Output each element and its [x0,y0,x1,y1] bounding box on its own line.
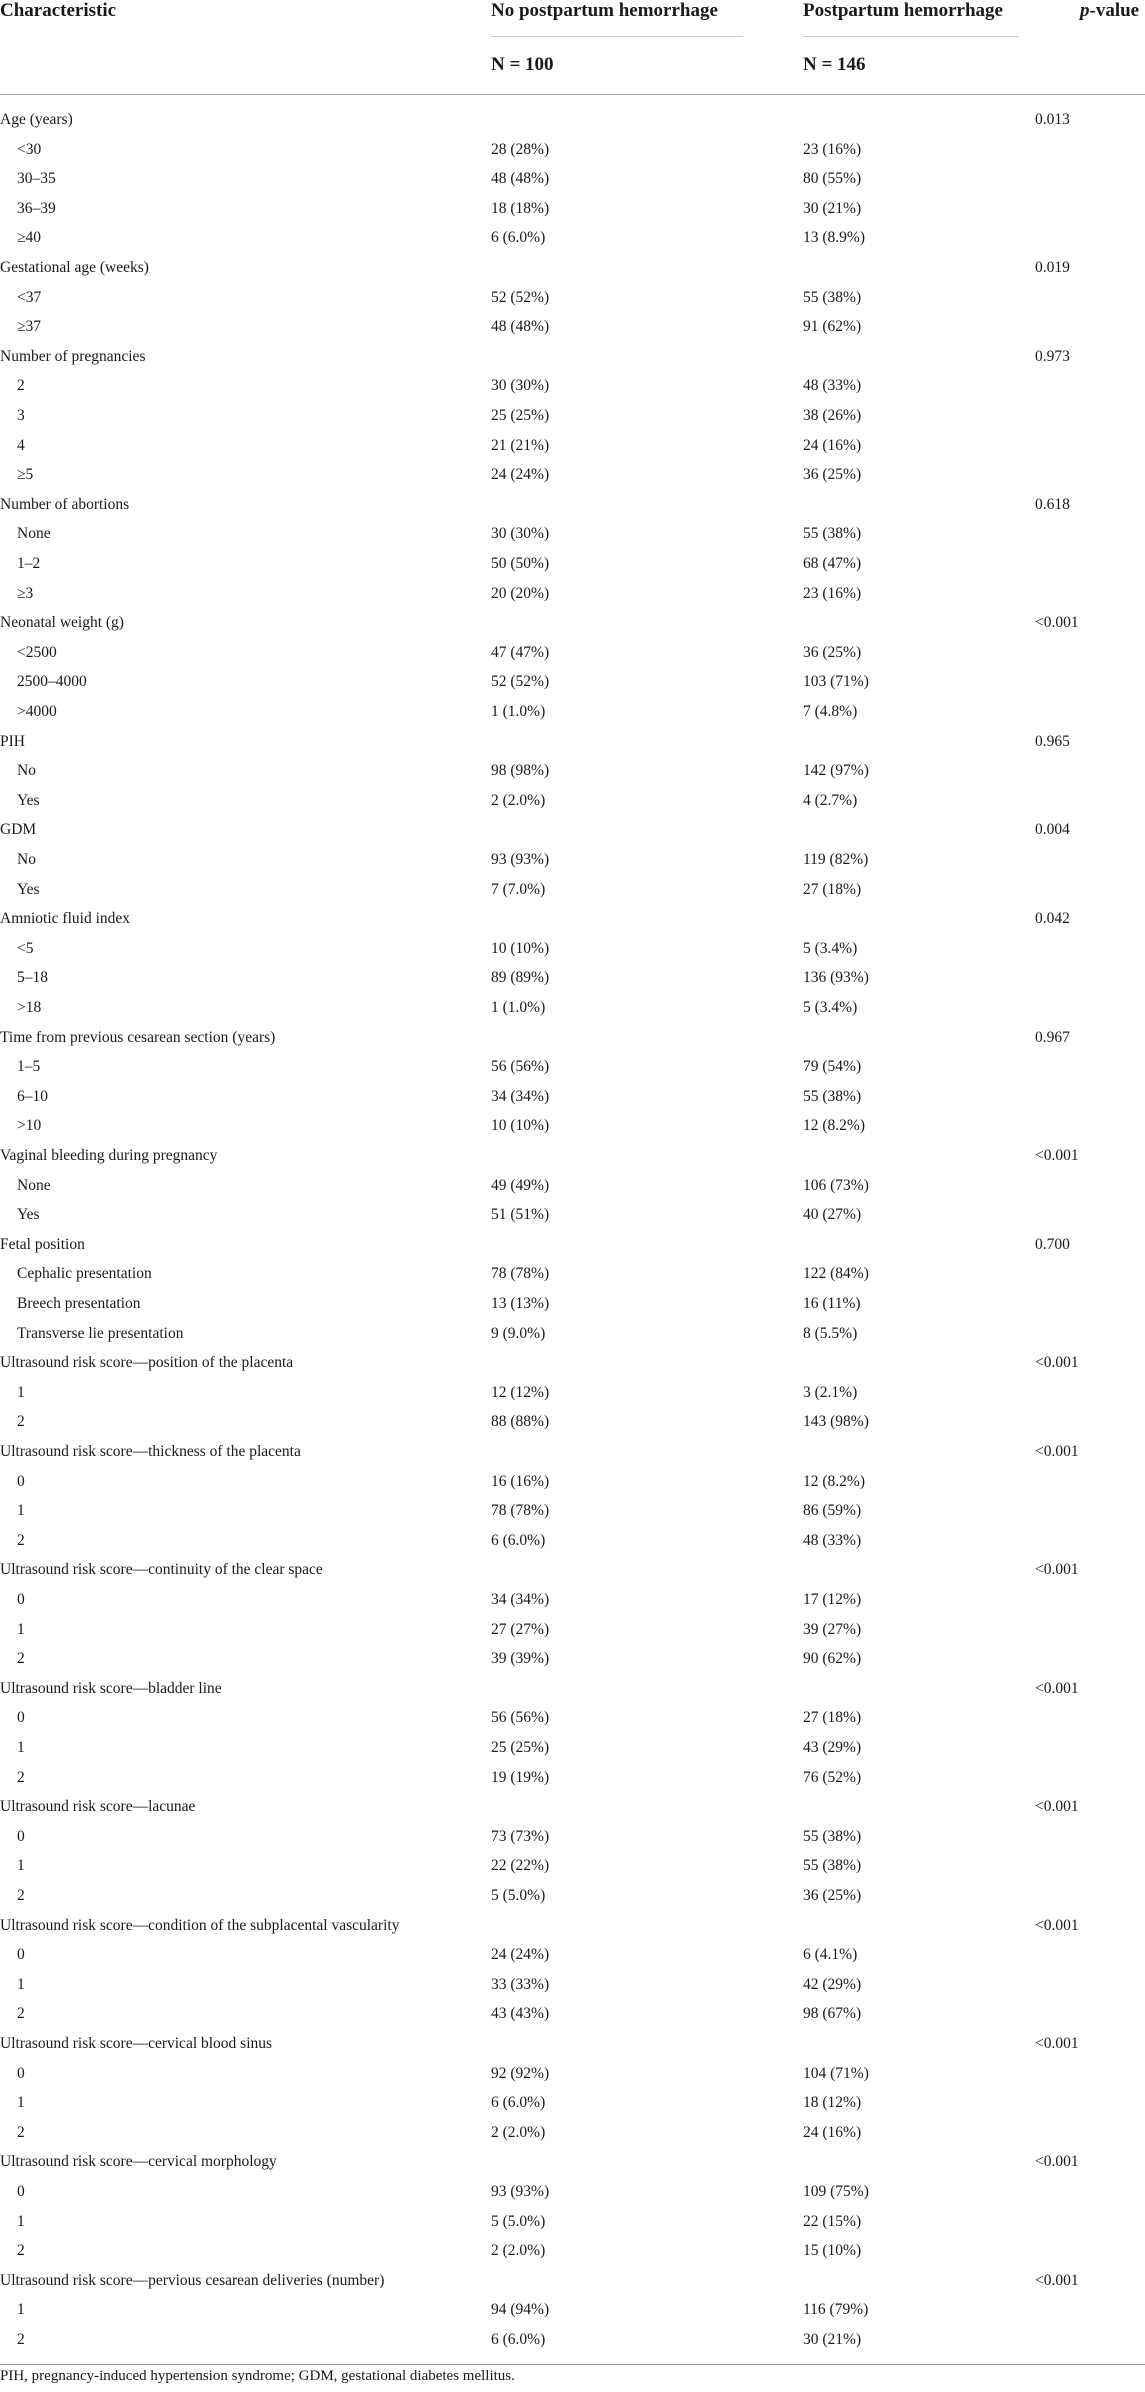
cell-characteristic: 3 [17,407,25,424]
cell-characteristic: 0 [17,1827,25,1845]
cell-characteristic: Ultrasound risk score—thickness of the placenta [0,1443,301,1460]
table-row [0,963,1145,993]
table-row-group [0,608,1145,638]
table-row [0,223,1145,253]
cell-pph: 38 (26%) [803,407,862,424]
cell-no-pph: 6 (6.0%) [491,1531,546,1549]
cell-no-pph: 2 (2.0%) [491,2242,546,2260]
table-row [0,1940,1145,1970]
table-row [0,2118,1145,2148]
table-row-group [0,815,1145,845]
cell-no-pph: 20 (20%) [491,584,550,602]
cell-characteristic: >4000 [17,703,57,720]
cell-pph: 90 (62%) [803,1650,862,1668]
table-row [0,1585,1145,1615]
table-row [0,1763,1145,1793]
cell-characteristic: Ultrasound risk score—cervical morphology [0,2153,277,2171]
footnote: PIH, pregnancy-induced hypertension syndrome; GDM, gestational diabetes mellitus. [0,2368,515,2384]
cell-pph: 16 (11%) [803,1295,861,1312]
cell-characteristic: Ultrasound risk score—continuity of the clear space [0,1561,323,1579]
table-row-group [0,342,1145,372]
cell-pph: 27 (18%) [803,1709,862,1727]
table-row-group [0,2147,1145,2177]
cell-pph: 8 (5.5%) [803,1324,858,1342]
table-row [0,460,1145,490]
table-row [0,431,1145,461]
cell-pph: 4 (2.7%) [803,791,858,809]
table-row [0,1703,1145,1733]
cell-no-pph: 56 (56%) [491,1709,550,1727]
cell-characteristic: 2 [17,1650,25,1668]
cell-characteristic: <2500 [17,643,57,661]
cell-no-pph: 47 (47%) [491,643,550,661]
cell-characteristic: 1 [17,2212,25,2230]
table-row [0,667,1145,697]
cell-no-pph: 73 (73%) [491,1827,550,1845]
cell-no-pph: 2 (2.0%) [491,2123,546,2141]
cell-characteristic: None [17,1176,51,1194]
cell-characteristic: Breech presentation [17,1295,141,1312]
cell-no-pph: 5 (5.0%) [491,2212,546,2230]
cell-pph: 23 (16%) [803,140,862,158]
table-row [0,2295,1145,2325]
table-row [0,638,1145,668]
cell-pph: 143 (98%) [803,1413,869,1431]
table-row [0,2059,1145,2089]
table-row [0,1881,1145,1911]
cell-characteristic: Time from previous cesarean section (years) [0,1028,276,1046]
cell-pph: 116 (79%) [803,2301,869,2319]
cell-no-pph: 34 (34%) [491,1591,550,1608]
cell-pph: 79 (54%) [803,1058,862,1076]
cell-pph: 18 (12%) [803,2094,862,2112]
cell-characteristic: 30–35 [17,170,56,188]
table-row [0,312,1145,342]
cell-characteristic: 1–5 [17,1058,41,1076]
cell-characteristic: ≥37 [17,318,42,336]
table-row-group [0,1792,1145,1822]
table-row [0,1171,1145,1201]
cell-characteristic: Ultrasound risk score—bladder line [0,1679,222,1697]
cell-no-pph: 92 (92%) [491,2064,550,2082]
cell-characteristic: 36–39 [17,199,56,217]
cell-characteristic: PIH [0,732,25,750]
table-row [0,2325,1145,2355]
cell-no-pph: 50 (50%) [491,555,550,572]
table-row [0,1052,1145,1082]
cell-characteristic: Amniotic fluid index [0,910,131,928]
cell-pph: 15 (10%) [803,2242,862,2260]
table-row [0,1526,1145,1556]
cell-no-pph: 52 (52%) [491,288,550,306]
cell-p-value: <0.001 [1035,2271,1079,2289]
cell-characteristic: 0 [17,2064,25,2082]
table-row-group [0,2266,1145,2296]
table-row-group [0,1141,1145,1171]
cell-pph: 109 (75%) [803,2183,869,2200]
table-row [0,1970,1145,2000]
n-no-pph: N = 100 [491,54,554,75]
cell-no-pph: 5 (5.0%) [491,1887,546,1904]
table-row [0,1111,1145,1141]
table-row-group [0,1555,1145,1585]
cell-p-value: <0.001 [1035,1679,1079,1697]
table-row [0,934,1145,964]
cell-pph: 76 (52%) [803,1768,862,1786]
cell-pph: 55 (38%) [803,1827,862,1845]
cell-p-value: 0.042 [1035,910,1070,928]
cell-pph: 36 (25%) [803,1887,862,1904]
cell-pph: 13 (8.9%) [803,229,865,247]
p-value-italic: p [1080,0,1090,21]
cell-no-pph: 7 (7.0%) [491,880,546,898]
table-row-group [0,727,1145,757]
cell-characteristic: Number of pregnancies [0,347,146,365]
col-header-characteristic: Characteristic [0,0,117,21]
cell-characteristic: 0 [17,1472,25,1490]
table-row-group [0,490,1145,520]
cell-characteristic: 1 [17,1383,25,1401]
cell-no-pph: 43 (43%) [491,2005,550,2023]
cell-no-pph: 48 (48%) [491,318,550,336]
table-row [0,1319,1145,1349]
cell-pph: 12 (8.2%) [803,1472,865,1490]
cell-p-value: 0.965 [1035,732,1070,750]
cell-pph: 122 (84%) [803,1265,869,1283]
cell-no-pph: 10 (10%) [491,939,550,957]
table-row [0,1467,1145,1497]
cell-p-value: 0.700 [1035,1235,1070,1253]
table-row [0,2088,1145,2118]
table-bottom-rule [0,2364,1145,2365]
cell-characteristic: Yes [17,1206,40,1224]
cell-characteristic: >18 [17,999,42,1016]
cell-no-pph: 22 (22%) [491,1857,550,1875]
table-row [0,2177,1145,2207]
cell-p-value: <0.001 [1035,1916,1079,1934]
cell-p-value: 0.004 [1035,821,1070,839]
table-row-group [0,253,1145,283]
cell-no-pph: 56 (56%) [491,1058,550,1076]
table-row [0,993,1145,1023]
cell-characteristic: 1 [17,1502,25,1520]
cell-pph: 98 (67%) [803,2005,862,2023]
cell-no-pph: 48 (48%) [491,170,550,188]
cell-characteristic: 1 [17,2301,25,2319]
cell-no-pph: 33 (33%) [491,1975,550,1993]
cell-characteristic: 1 [17,1975,25,1993]
cell-pph: 55 (38%) [803,525,862,543]
cell-characteristic: >10 [17,1117,42,1135]
cell-pph: 12 (8.2%) [803,1117,865,1135]
cell-pph: 7 (4.8%) [803,703,858,720]
cell-pph: 142 (97%) [803,762,869,780]
cell-characteristic: 2 [17,1768,25,1786]
cell-no-pph: 10 (10%) [491,1117,550,1135]
table-row [0,1289,1145,1319]
cell-no-pph: 49 (49%) [491,1176,550,1194]
table-row [0,579,1145,609]
table-row [0,371,1145,401]
cell-pph: 48 (33%) [803,1531,862,1549]
cell-no-pph: 25 (25%) [491,1739,550,1756]
cell-no-pph: 25 (25%) [491,407,550,424]
cell-pph: 22 (15%) [803,2212,862,2230]
cell-characteristic: 2 [17,2123,25,2141]
cell-no-pph: 27 (27%) [491,1620,550,1638]
table-row-group [0,1348,1145,1378]
col-header-pph: Postpartum hemorrhage [803,0,1003,21]
table-row [0,1999,1145,2029]
cell-pph: 3 (2.1%) [803,1383,858,1401]
table-row [0,1733,1145,1763]
cell-no-pph: 51 (51%) [491,1206,550,1224]
cell-characteristic: Age (years) [0,111,73,128]
cell-pph: 40 (27%) [803,1206,862,1224]
cell-characteristic: <30 [17,140,42,158]
cell-characteristic: 2500–4000 [17,673,87,691]
cell-pph: 23 (16%) [803,584,862,602]
cell-characteristic: 1 [17,1857,25,1875]
cell-p-value: <0.001 [1035,1147,1079,1164]
cell-characteristic: 5–18 [17,969,48,987]
cell-characteristic: Ultrasound risk score—pervious cesarean deliveries (number) [0,2271,385,2289]
cell-no-pph: 6 (6.0%) [491,2094,546,2112]
cell-pph: 136 (93%) [803,969,869,987]
cell-p-value: 0.013 [1035,111,1070,128]
table-row-group [0,904,1145,934]
table-row [0,519,1145,549]
cell-pph: 24 (16%) [803,436,862,454]
cell-characteristic: Yes [17,791,40,809]
cell-pph: 27 (18%) [803,880,862,898]
table-row [0,1615,1145,1645]
cell-no-pph: 30 (30%) [491,377,550,395]
cell-no-pph: 1 (1.0%) [491,703,546,720]
table-row [0,2207,1145,2237]
cell-characteristic: Gestational age (weeks) [0,259,149,276]
table-row [0,786,1145,816]
cell-characteristic: 1 [17,1739,25,1756]
cell-pph: 106 (73%) [803,1176,869,1194]
cell-no-pph: 6 (6.0%) [491,229,546,247]
cell-pph: 68 (47%) [803,555,862,572]
cell-p-value: 0.618 [1035,495,1070,513]
cell-no-pph: 30 (30%) [491,525,550,543]
cell-pph: 104 (71%) [803,2064,869,2082]
col-header-p-value [1080,0,1139,22]
cell-pph: 36 (25%) [803,643,862,661]
cell-characteristic: GDM [0,821,37,839]
cell-characteristic: ≥3 [17,584,34,602]
cell-characteristic: <37 [17,288,42,306]
cell-characteristic: Yes [17,880,40,898]
p-value-suffix: -value [1089,0,1140,21]
cell-no-pph: 9 (9.0%) [491,1324,546,1342]
cell-characteristic: Transverse lie presentation [17,1324,184,1342]
table-row [0,1200,1145,1230]
cell-p-value: 0.019 [1035,259,1070,276]
table-row [0,1644,1145,1674]
cell-characteristic: 2 [17,1413,25,1431]
cell-no-pph: 89 (89%) [491,969,550,987]
cell-no-pph: 93 (93%) [491,2183,550,2200]
table-row [0,1082,1145,1112]
cell-characteristic: 1–2 [17,555,41,572]
cell-pph: 42 (29%) [803,1975,862,1993]
cell-no-pph: 78 (78%) [491,1265,550,1283]
cell-characteristic: Vaginal bleeding during pregnancy [0,1147,218,1164]
table-row [0,1822,1145,1852]
cell-p-value: <0.001 [1035,1561,1079,1579]
cell-characteristic: Ultrasound risk score—position of the placenta [0,1354,294,1372]
cell-p-value: <0.001 [1035,1443,1079,1460]
table-row [0,194,1145,224]
cell-p-value: 0.973 [1035,347,1070,365]
cell-no-pph: 78 (78%) [491,1502,550,1520]
cell-no-pph: 21 (21%) [491,436,550,454]
table-row-group [0,2029,1145,2059]
cell-pph: 55 (38%) [803,288,862,306]
cell-characteristic: 2 [17,1887,25,1904]
cell-p-value: <0.001 [1035,1354,1079,1372]
table-row [0,401,1145,431]
cell-pph: 43 (29%) [803,1739,862,1756]
cell-characteristic: 2 [17,1531,25,1549]
cell-no-pph: 2 (2.0%) [491,791,546,809]
cell-p-value: <0.001 [1035,2035,1079,2052]
cell-characteristic: Cephalic presentation [17,1265,152,1283]
table-row [0,1851,1145,1881]
table-row [0,2236,1145,2266]
table-row [0,845,1145,875]
cell-pph: 36 (25%) [803,466,862,484]
cell-pph: 91 (62%) [803,318,862,336]
cell-pph: 119 (82%) [803,851,869,868]
n-pph: N = 146 [803,54,866,75]
table-row [0,164,1145,194]
col-header-no-pph: No postpartum hemorrhage [491,0,718,21]
cell-p-value: <0.001 [1035,614,1079,632]
cell-pph: 80 (55%) [803,170,862,188]
cell-no-pph: 16 (16%) [491,1472,550,1490]
table-row-group [0,105,1145,135]
table-row [0,756,1145,786]
cell-no-pph: 39 (39%) [491,1650,550,1668]
cell-pph: 5 (3.4%) [803,939,858,957]
cell-no-pph: 18 (18%) [491,199,550,217]
cell-no-pph: 12 (12%) [491,1383,550,1401]
cell-no-pph: 19 (19%) [491,1768,550,1786]
cell-characteristic: 1 [17,1620,25,1638]
cell-characteristic: Ultrasound risk score—lacunae [0,1798,196,1816]
cell-no-pph: 93 (93%) [491,851,550,868]
cell-characteristic: No [17,762,36,780]
cell-characteristic: <5 [17,939,34,957]
cell-characteristic: ≥40 [17,229,42,247]
table-row [0,1407,1145,1437]
table-row-group [0,1023,1145,1053]
header-subrule-right [803,36,1019,37]
cell-characteristic: Ultrasound risk score—condition of the subplacental vascularity [0,1916,400,1934]
cell-characteristic: 2 [17,2005,25,2023]
table-row [0,1496,1145,1526]
table-row [0,1259,1145,1289]
cell-characteristic: ≥5 [17,466,34,484]
header-subrule-left [491,36,743,37]
cell-pph: 86 (59%) [803,1502,862,1520]
cell-p-value: <0.001 [1035,1798,1079,1816]
cell-characteristic: 2 [17,2331,25,2348]
cell-no-pph: 28 (28%) [491,140,550,158]
cell-pph: 55 (38%) [803,1857,862,1875]
cell-characteristic: 4 [17,436,25,454]
table-row-group [0,1230,1145,1260]
cell-characteristic: 0 [17,2183,25,2200]
table-row [0,697,1145,727]
cell-characteristic: 0 [17,1709,25,1727]
cell-no-pph: 24 (24%) [491,466,550,484]
cell-no-pph: 98 (98%) [491,762,550,780]
cell-pph: 103 (71%) [803,673,869,691]
cell-characteristic: None [17,525,51,543]
cell-characteristic: 0 [17,1946,25,1964]
cell-characteristic: 6–10 [17,1087,48,1105]
cell-characteristic: Number of abortions [0,495,130,513]
cell-no-pph: 94 (94%) [491,2301,550,2319]
cell-pph: 55 (38%) [803,1087,862,1105]
table-row [0,549,1145,579]
cell-pph: 24 (16%) [803,2123,862,2141]
table-row [0,875,1145,905]
cell-characteristic: 0 [17,1591,25,1608]
table-row-group [0,1911,1145,1941]
cell-pph: 39 (27%) [803,1620,862,1638]
cell-pph: 30 (21%) [803,199,862,217]
cell-p-value: 0.967 [1035,1028,1070,1046]
table-row [0,135,1145,165]
cell-no-pph: 88 (88%) [491,1413,550,1431]
cell-characteristic: Neonatal weight (g) [0,614,124,632]
cell-pph: 30 (21%) [803,2331,862,2348]
header-bottom-rule [0,94,1145,95]
cell-characteristic: 1 [17,2094,25,2112]
cell-no-pph: 52 (52%) [491,673,550,691]
cell-no-pph: 24 (24%) [491,1946,550,1964]
cell-characteristic: Fetal position [0,1235,85,1253]
cell-pph: 48 (33%) [803,377,862,395]
cell-no-pph: 34 (34%) [491,1087,550,1105]
cell-no-pph: 6 (6.0%) [491,2331,546,2348]
cell-characteristic: 2 [17,377,25,395]
table-row-group [0,1437,1145,1467]
cell-characteristic: No [17,851,36,868]
cell-no-pph: 1 (1.0%) [491,999,546,1016]
cell-pph: 17 (12%) [803,1591,862,1608]
table-row-group [0,1674,1145,1704]
cell-characteristic: 2 [17,2242,25,2260]
cell-characteristic: Ultrasound risk score—cervical blood sinus [0,2035,273,2052]
cell-p-value: <0.001 [1035,2153,1079,2171]
cell-no-pph: 13 (13%) [491,1295,550,1312]
cell-pph: 6 (4.1%) [803,1946,858,1964]
cell-pph: 5 (3.4%) [803,999,858,1016]
table-row [0,1378,1145,1408]
table-row [0,283,1145,313]
